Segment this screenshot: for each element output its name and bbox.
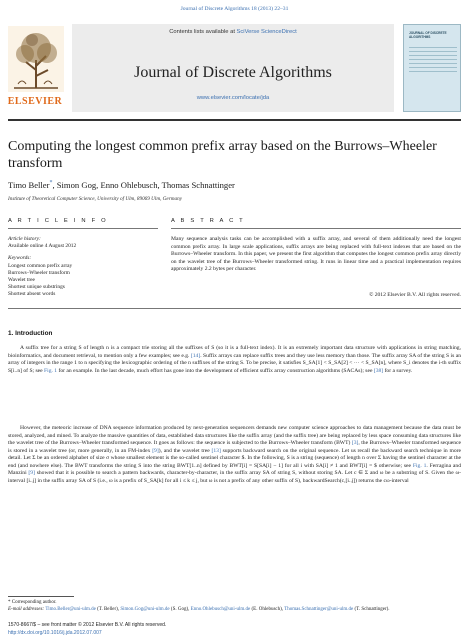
email-link[interactable]: Enno.Ohlebusch@uni-ulm.de <box>190 607 251 612</box>
abstract-rule <box>171 228 461 229</box>
email-owner: (S. Gog), <box>169 607 191 612</box>
doi-link[interactable]: http://dx.doi.org/10.1016/j.jda.2012.07.007 <box>8 630 102 636</box>
section-heading-introduction: 1. Introduction <box>8 330 53 337</box>
abstract-bottom-rule <box>8 308 461 309</box>
email-owner: (T. Beller), <box>95 607 121 612</box>
text-run: for an example. In the last decade, much effort has gone into the development of efficient suffix array construction algorithms (SACAs); see <box>57 367 374 374</box>
journal-masthead <box>0 24 469 122</box>
keyword-item: Longest common prefix array <box>8 262 73 269</box>
email-owner: (E. Ohlebusch), <box>250 607 285 612</box>
text-run: . Ferragina and Manzini <box>8 462 461 476</box>
cover-title: JOURNAL OF DISCRETE ALGORITHMS <box>409 31 447 39</box>
author-rest: , Simon Gog, Enno Ohlebusch, Thomas Schnattinger <box>52 180 235 190</box>
citation-link[interactable]: [14] <box>190 352 201 359</box>
keywords-label: Keywords: <box>8 255 32 262</box>
citation-link[interactable]: [38] <box>373 367 384 374</box>
abstract-heading: A B S T R A C T <box>171 218 245 224</box>
elsevier-wordmark: ELSEVIER <box>7 96 63 107</box>
article-title: Computing the longest common prefix array based on the Burrows–Wheeler transform <box>8 139 437 171</box>
copyright-notice: © 2012 Elsevier B.V. All rights reserved. <box>369 292 461 298</box>
keyword-item: Wavelet tree <box>8 277 35 284</box>
journal-title: Journal of Discrete Algorithms <box>134 64 332 81</box>
article-info-heading: A R T I C L E I N F O <box>8 218 108 224</box>
running-head: Journal of Discrete Algorithms 18 (2013) 22–31 <box>180 6 289 12</box>
text-run: A suffix tree for a string S of length n is a compact trie storing all the suffixes of S (so it is a full-text index). It is an extremely important data structure with applications in string matching, bioinformatics, and document retrieval, to mention only a few examples; see e.g. <box>8 345 461 359</box>
corresponding-author-footnote: * Corresponding author. <box>8 600 57 605</box>
contents-line <box>72 29 394 35</box>
cover-decoration <box>409 47 457 75</box>
author-list <box>8 180 235 190</box>
affiliation: Institute of Theoretical Computer Science, University of Ulm, 89069 Ulm, Germany <box>8 196 182 202</box>
citation-link[interactable]: [13] <box>211 447 221 454</box>
citation-link[interactable]: [9] <box>28 470 35 476</box>
citation-link[interactable]: [9] <box>152 447 159 454</box>
email-link[interactable]: Simon.Gog@uni-ulm.de <box>120 607 170 612</box>
contents-prefix: Contents lists available at <box>169 29 237 35</box>
text-run: , the Burrows–Wheeler transformed sequence is stored in a wavelet tree (or, more generally, in an FM-index <box>8 440 461 454</box>
history-value: Available online 4 August 2012 <box>8 243 77 250</box>
text-run: ), and the wavelet tree <box>158 447 212 454</box>
introduction-paragraph-2 <box>8 425 461 485</box>
abstract-text: Many sequence analysis tasks can be accomplished with a suffix array, and several of them additionally need the longest common prefix array. In large scale applications, suffix arrays are being replaced with full-text indexes that are based on the Burrows–Wheeler transform. In this paper, we present the first algorithm that computes the longest common prefix array directly on the wavelet tree of the Burrows–Wheeler transformed string. It runs in linear time and a practical implementation requires approximately 2.2 bytes per character. <box>171 236 461 273</box>
article-info-rule <box>8 228 158 229</box>
header-divider <box>8 119 461 121</box>
figure-link[interactable]: Fig. 1 <box>412 462 427 469</box>
keyword-item: Shortest absent words <box>8 291 56 298</box>
email-link[interactable]: Timo.Beller@uni-ulm.de <box>45 607 96 612</box>
history-label: Article history: <box>8 236 41 242</box>
text-run: . Suffix arrays can replace suffix trees and they use less memory than those. The suffix array SA of the string S is an array of integers in the range 1 to n specifying the lexicographic ordering of the n suffixes of the string S. To be precise, it satisfies S_SA[1] < S_SA[2] < ··· < S_SA[n], where S_i denotes the i-th suffix S[i..n] of S; see <box>8 352 461 374</box>
article-info <box>8 236 148 299</box>
keyword-item: Shortest unique substrings <box>8 284 65 291</box>
text-run: However, the meteoric increase of DNA sequence information produced by next-generation sequencers demands new computer science approaches to data management because the data must be stored, analyzed, and mined. To analyze the massive quantities of data, established data structures like the suffix array (and the suffix tree) are being replaced by less space consuming data structures like the wavelet tree of the Burrows–Wheeler transformed sequence. It goes as follows: the sequence is subjected to the Burrows–Wheeler transform (BWT) <box>8 425 461 446</box>
keyword-item: Burrows–Wheeler transform <box>8 269 70 276</box>
corresponding-author-mark[interactable]: * <box>49 180 53 187</box>
sciencedirect-link[interactable]: SciVerse ScienceDirect <box>236 29 297 35</box>
text-run: for a survey. <box>383 367 413 374</box>
journal-homepage-link[interactable]: www.elsevier.com/locate/jda <box>196 95 270 101</box>
footnote-divider <box>8 596 74 597</box>
elsevier-tree-icon <box>8 26 64 92</box>
email-footnote <box>8 607 461 613</box>
issn-line: 1570-8667/$ – see front matter © 2012 Elsevier B.V. All rights reserved. <box>8 622 167 628</box>
email-label: E-mail addresses: <box>8 607 46 612</box>
introduction-paragraph-1 <box>8 345 461 375</box>
email-owner: (T. Schnattinger). <box>353 607 390 612</box>
journal-cover-thumbnail <box>403 24 461 112</box>
text-run: showed that it is possible to search a pattern backwards, character-by-character, in the suffix array SA of string S, without storing SA. Let c ∈ Σ and ω be a substring of S. Given the ω-interval [i..j] in the suffix array SA of S (i.e., ω is a prefix of S_SA[k] for all i ≤ k ≤ j, but ω is not a prefix of any other suffix of S), backwardSearch(c,[i..j]) returns the cω-interval <box>8 470 461 484</box>
email-link[interactable]: Thomas.Schnattinger@uni-ulm.de <box>284 607 354 612</box>
elsevier-logo <box>2 24 68 112</box>
figure-link[interactable]: Fig. 1 <box>44 367 58 374</box>
citation-link[interactable]: [3] <box>351 440 359 446</box>
journal-banner <box>72 24 394 112</box>
text-run: supports backward search on the original sequence. Let us recall the backward search technique in more detail. Let Σ be an ordered alphabet of size σ whose smallest element is the so-called sentinel character $. In the following, S is a string (sequence) of length n over Σ having the sentinel character at the end (and nowhere else). The BWT transforms the string S into the string BWT[1..n] defined by BWT[i] = S[SA[i] − 1] for all i with SA[i] ≠ 1 and BWT[i] = $ otherwise; see <box>8 447 461 469</box>
author-first[interactable]: Timo Beller <box>8 180 50 190</box>
